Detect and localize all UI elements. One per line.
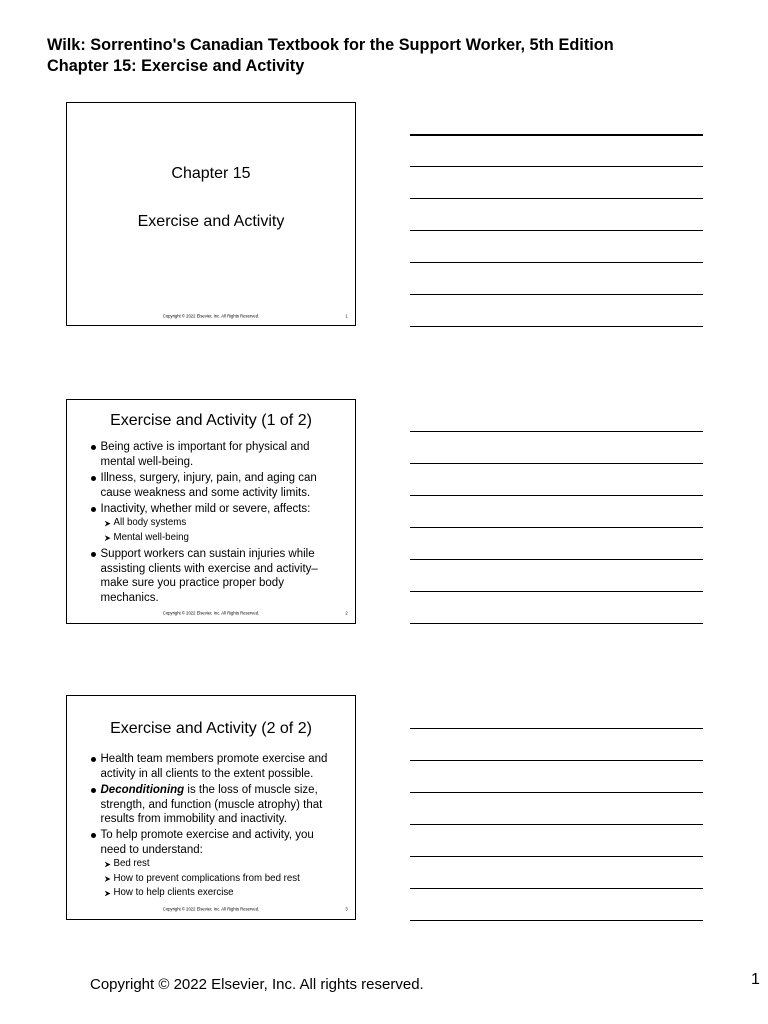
note-line (410, 559, 703, 560)
sub-bullet-text: All body systems (113, 517, 187, 529)
bullet-item (101, 440, 333, 469)
note-line (410, 760, 703, 761)
arrow-bullet-icon (105, 861, 111, 867)
note-line (410, 294, 703, 295)
sub-bullet-item (101, 531, 333, 546)
arrow-bullet-icon (105, 535, 111, 541)
note-line (410, 134, 703, 136)
sub-bullet-item (101, 872, 333, 887)
sub-bullet-list (101, 857, 333, 901)
note-line (410, 262, 703, 263)
arrow-bullet-icon (105, 890, 111, 896)
slide-footer (67, 905, 355, 913)
sub-bullet-text: Mental well-being (113, 531, 189, 543)
sub-bullet-item (101, 516, 333, 531)
bullet-list (101, 440, 333, 605)
bullet-text: is the loss of muscle size, strength, and function (muscle atrophy) that results from immobility and inactivity. (100, 784, 323, 825)
sub-bullet-text: How to prevent complications from bed rest (113, 872, 300, 884)
slide-2 (66, 399, 356, 624)
slide-copyright: Copyright © 2022 Elsevier, Inc. All Rights Reserved. (162, 906, 260, 912)
note-line (410, 230, 703, 231)
sub-bullet-item (101, 857, 333, 872)
note-line (410, 591, 703, 592)
note-line (410, 431, 703, 432)
bullet-item (101, 502, 333, 545)
slide-number: 1 (345, 313, 348, 319)
slide-number: 2 (345, 610, 348, 616)
note-line (410, 326, 703, 327)
definition-term-wrap (101, 784, 185, 796)
note-line (410, 792, 703, 793)
bullet-dot-icon (91, 507, 96, 512)
bullet-dot-icon (91, 476, 96, 481)
bullet-item (101, 471, 333, 500)
sub-bullet-item (101, 886, 333, 901)
note-line (410, 824, 703, 825)
slide-chapter-number: Chapter 15 (171, 165, 251, 182)
bullet-dot-icon (91, 833, 96, 838)
bullet-text: To help promote exercise and activity, you need to understand: (100, 829, 314, 856)
definition-term: Deconditioning (100, 784, 185, 797)
notes-lines (410, 431, 703, 631)
page-header (47, 35, 614, 77)
bullet-dot-icon (91, 788, 96, 793)
slide-copyright: Copyright © 2022 Elsevier, Inc. All Rights Reserved. (162, 610, 260, 616)
note-line (410, 495, 703, 496)
bullet-dot-icon (91, 552, 96, 557)
bullet-text: Being active is important for physical and mental well-being. (100, 441, 310, 468)
bullet-item (101, 547, 333, 605)
page-number: 1 (751, 971, 760, 988)
bullet-item (101, 828, 333, 900)
arrow-bullet-icon (105, 876, 111, 882)
bullet-text: Health team members promote exercise and activity in all clients to the extent possible. (100, 753, 328, 780)
note-line (410, 856, 703, 857)
page-copyright: Copyright © 2022 Elsevier, Inc. All rights reserved. (90, 976, 424, 993)
bullet-list (101, 752, 333, 900)
slide-title: Exercise and Activity (1 of 2) (110, 411, 312, 429)
slide-1 (66, 102, 356, 326)
note-line (410, 920, 703, 921)
note-line (410, 166, 703, 167)
arrow-bullet-icon (105, 521, 111, 527)
slide-3 (66, 695, 356, 920)
book-title: Wilk: Sorrentino's Canadian Textbook for the Support Worker, 5th Edition (47, 36, 614, 54)
note-line (410, 527, 703, 528)
bullet-dot-icon (91, 757, 96, 762)
sub-bullet-list (101, 516, 333, 545)
note-line (410, 888, 703, 889)
bullet-item (101, 752, 333, 781)
slide-copyright: Copyright © 2022 Elsevier, Inc. All Rights Reserved. (162, 313, 260, 319)
note-line (410, 463, 703, 464)
bullet-text: Illness, surgery, injury, pain, and aging can cause weakness and some activity limits. (100, 472, 317, 499)
slide-footer (67, 312, 355, 320)
note-line (410, 198, 703, 199)
slide-title: Exercise and Activity (2 of 2) (110, 719, 312, 737)
chapter-title: Chapter 15: Exercise and Activity (47, 57, 305, 75)
slide-footer (67, 609, 355, 617)
note-line (410, 728, 703, 729)
slide-chapter-name: Exercise and Activity (137, 213, 285, 230)
notes-lines (410, 728, 703, 928)
bullet-text: Support workers can sustain injuries while assisting clients with exercise and activity–make sure you practice proper body mechanics. (100, 548, 318, 604)
bullet-item (101, 783, 333, 826)
sub-bullet-text: How to help clients exercise (113, 887, 234, 899)
note-line (410, 623, 703, 624)
sub-bullet-text: Bed rest (113, 858, 150, 870)
bullet-text: Inactivity, whether mild or severe, affects: (100, 502, 311, 515)
slide-number: 3 (345, 906, 348, 912)
notes-lines (410, 134, 703, 334)
bullet-dot-icon (91, 445, 96, 450)
